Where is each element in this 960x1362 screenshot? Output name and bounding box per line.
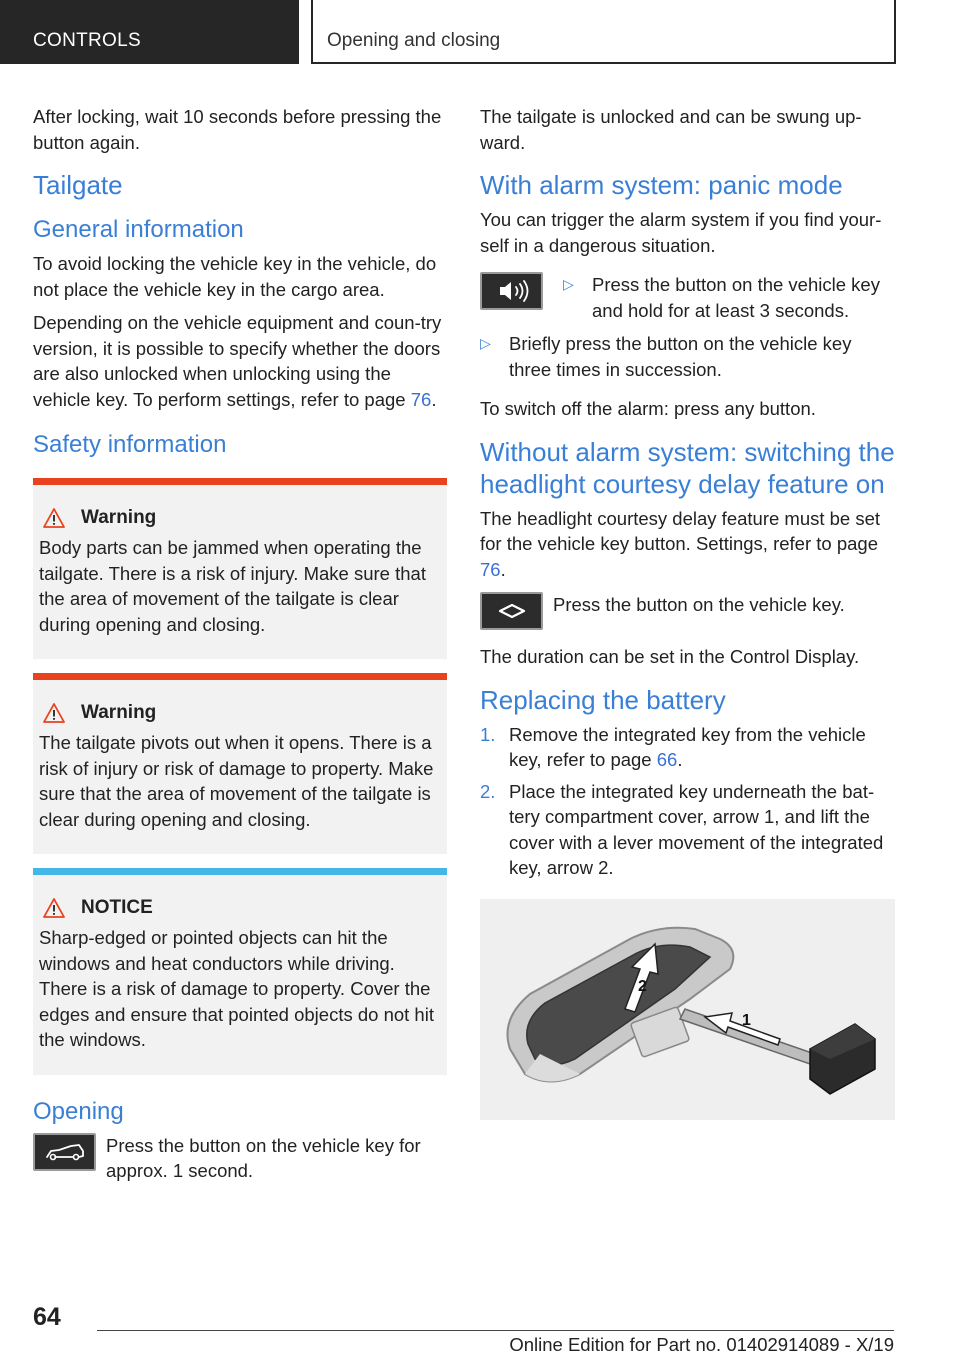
panic-instruction-1 [480,272,896,323]
duration-text: The duration can be set in the Control Display. [480,646,860,667]
section-tab [0,0,299,64]
panic-mode-heading: With alarm system: panic mode [480,170,843,200]
warning-text: The tailgate pivots out when it opens. There is a risk of injury or risk of damage to property. Make sure that the area of movement of the tailgate is clear during opening and closing. [39,732,434,830]
page-number: 64 [33,1303,61,1331]
warning-text: Body parts can be jammed when operating the tailgate. There is a risk of injury. Make sure that the area of movement of the tailgate is clear during opening and closing. [39,537,426,635]
courtesy-delay-heading: Without alarm system: switching the headlight courtesy delay feature on [480,436,895,499]
courtesy-instruction [480,592,896,630]
battery-replacement-illustration [480,899,895,1120]
notice-box [33,868,447,1075]
right-column [480,104,896,1120]
courtesy-button-text: Press the button on the vehicle key. [553,594,845,615]
panic-button-icon [480,272,543,310]
alarm-off-text: To switch off the alarm: press any button. [480,398,816,419]
general-info-heading: General information [33,216,244,243]
notice-title: NOTICE [81,897,153,918]
list-item: 2. Place the integrated key underneath the bat-tery compartment cover, arrow 1, and lift the cover with a lever movement of the integrated key, arrow 2. [480,780,884,878]
chapter-tab [311,0,896,64]
page-link-76[interactable]: 76 [410,388,432,410]
general-info-text-2: Depending on the vehicle equipment and coun-try version, it is possible to specify whether the doors are also unlocked when unlocking using the vehicle key. To perform settings, refer to page 76. [33,312,442,410]
tailgate-heading: Tailgate [33,170,123,200]
arrow-1-label: 1 [742,1011,751,1029]
chapter-title: Opening and closing [327,30,501,51]
tailgate-button-icon [33,1133,96,1171]
warning-title: Warning [81,702,157,723]
tailgate-unlocked-text: The tailgate is unlocked and can be swung up-ward. [480,106,862,153]
arrow-2-label: 2 [638,977,647,995]
intro-text: After locking, wait 10 seconds before pressing the button again. [33,106,442,153]
list-item: 1. Remove the integrated key from the vehicle key, refer to page 66. [480,723,866,770]
safety-info-heading: Safety information [33,431,227,458]
left-column [33,104,447,1192]
battery-heading: Replacing the battery [480,684,726,715]
footer-divider [97,1330,894,1331]
triangle-bullet-icon: ▷ [563,276,574,292]
opening-instruction [33,1133,447,1184]
opening-heading: Opening [33,1097,124,1125]
section-title: CONTROLS [33,30,141,51]
panic-mode-text: You can trigger the alarm system if you find your-self in a dangerous situation. [480,209,882,256]
list-item: ▷ Press the button on the vehicle key and hold for at least 3 seconds. [563,274,880,321]
triangle-bullet-icon: ▷ [480,335,491,351]
general-info-text-1: To avoid locking the vehicle key in the vehicle, do not place the vehicle key in the cargo area. [33,253,437,300]
courtesy-delay-text: The headlight courtesy delay feature must be set for the vehicle key button. Settings, refer to page 76. [480,507,881,580]
notice-triangle-icon [43,898,65,918]
warning-box-1 [33,478,447,659]
diamond-button-icon [480,592,543,630]
page-header [0,0,960,66]
list-item: ▷ Briefly press the button on the vehicle key three times in succession. [480,333,852,380]
warning-box-2 [33,673,447,854]
warning-triangle-icon [43,703,65,723]
warning-title: Warning [81,507,157,528]
page-link-76[interactable]: 76 [480,558,501,580]
warning-triangle-icon [43,508,65,528]
edition-text: Online Edition for Part no. 01402914089 - X/19 [509,1334,894,1355]
page-link-66[interactable]: 66 [656,749,678,770]
notice-text: Sharp-edged or pointed objects can hit the windows and heat conductors while driving. There is a risk of damage to property. Cover the edges and ensure that pointed objects do not hit the windows. [39,927,434,1050]
opening-text: Press the button on the vehicle key for approx. 1 second. [106,1134,421,1181]
